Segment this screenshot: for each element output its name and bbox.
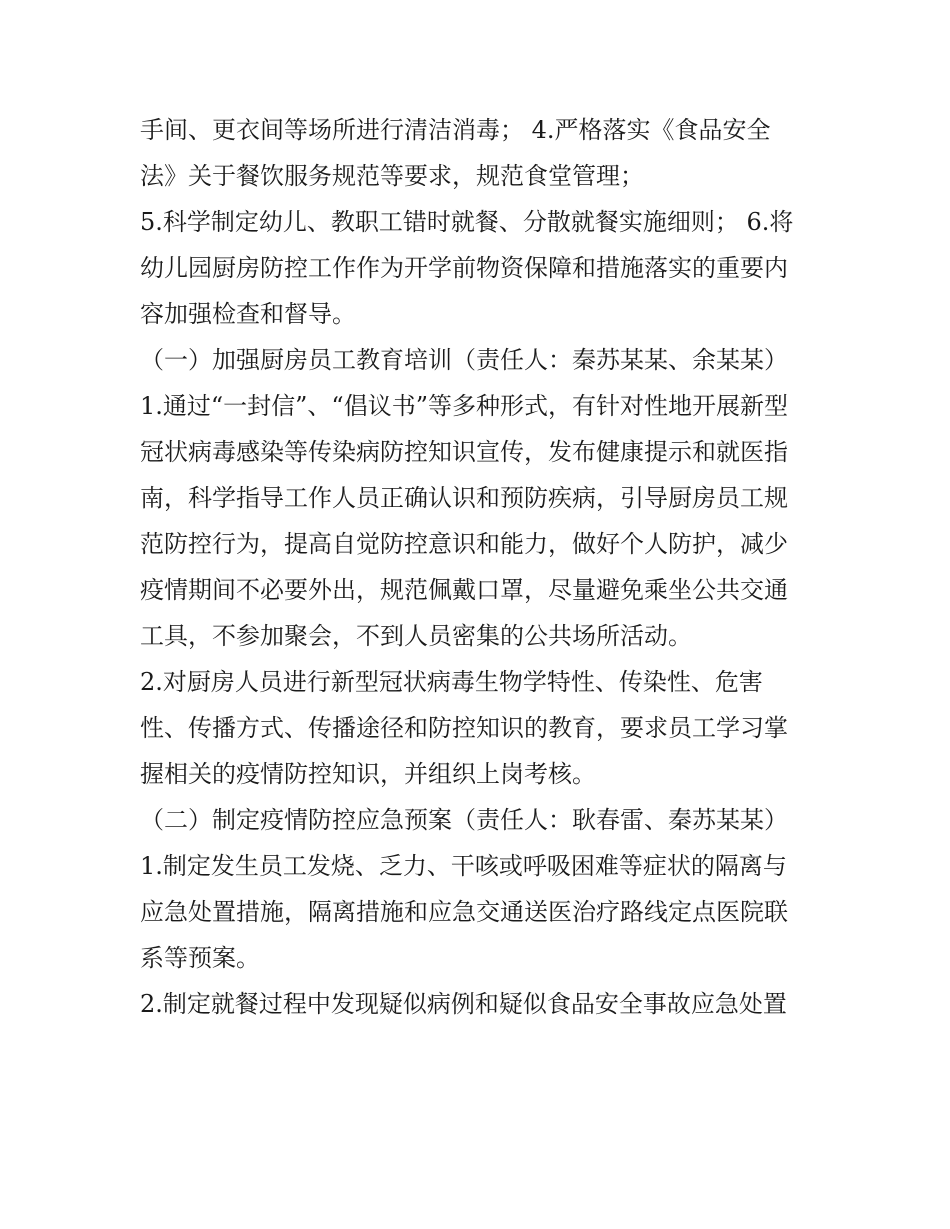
section-heading: （二）制定疫情防控应急预案（责任人：耿春雷、秦苏某某） (140, 806, 788, 834)
text-line: 2.制定就餐过程中发现疑似病例和疑似食品安全事故应急处置 (140, 990, 787, 1018)
text-line: 法》关于餐饮服务规范等要求，规范食堂管理； (140, 162, 644, 190)
text-line: 幼儿园厨房防控工作作为开学前物资保障和措施落实的重要内 (140, 254, 788, 282)
section-heading: （一）加强厨房员工教育培训（责任人：秦苏某某、余某某） (140, 346, 788, 374)
text-line: 工具，不参加聚会，不到人员密集的公共场所活动。 (140, 622, 692, 650)
text-line: 疫情期间不必要外出，规范佩戴口罩，尽量避免乘坐公共交通 (140, 576, 788, 604)
text-line: 容加强检查和督导。 (140, 300, 356, 328)
text-line: 范防控行为，提高自觉防控意识和能力，做好个人防护，减少 (140, 530, 788, 558)
text-line: 手间、更衣间等场所进行清洁消毒； 4.严格落实《食品安全 (140, 116, 771, 144)
text-line: 1.制定发生员工发烧、乏力、干咳或呼吸困难等症状的隔离与 (140, 852, 787, 880)
text-line: 系等预案。 (140, 944, 260, 972)
text-line: 1.通过“一封信”、“倡议书”等多种形式，有针对性地开展新型 (140, 392, 788, 420)
text-line: 性、传播方式、传播途径和防控知识的教育，要求员工学习掌 (140, 714, 788, 742)
text-line: 握相关的疫情防控知识，并组织上岗考核。 (140, 760, 596, 788)
text-line: 5.科学制定幼儿、教职工错时就餐、分散就餐实施细则； 6.将 (140, 208, 794, 236)
document-body (140, 107, 820, 1027)
text-line: 南，科学指导工作人员正确认识和预防疾病，引导厨房员工规 (140, 484, 788, 512)
text-line: 应急处置措施，隔离措施和应急交通送医治疗路线定点医院联 (140, 898, 788, 926)
text-line: 2.对厨房人员进行新型冠状病毒生物学特性、传染性、危害 (140, 668, 763, 696)
text-line: 冠状病毒感染等传染病防控知识宣传，发布健康提示和就医指 (140, 438, 788, 466)
